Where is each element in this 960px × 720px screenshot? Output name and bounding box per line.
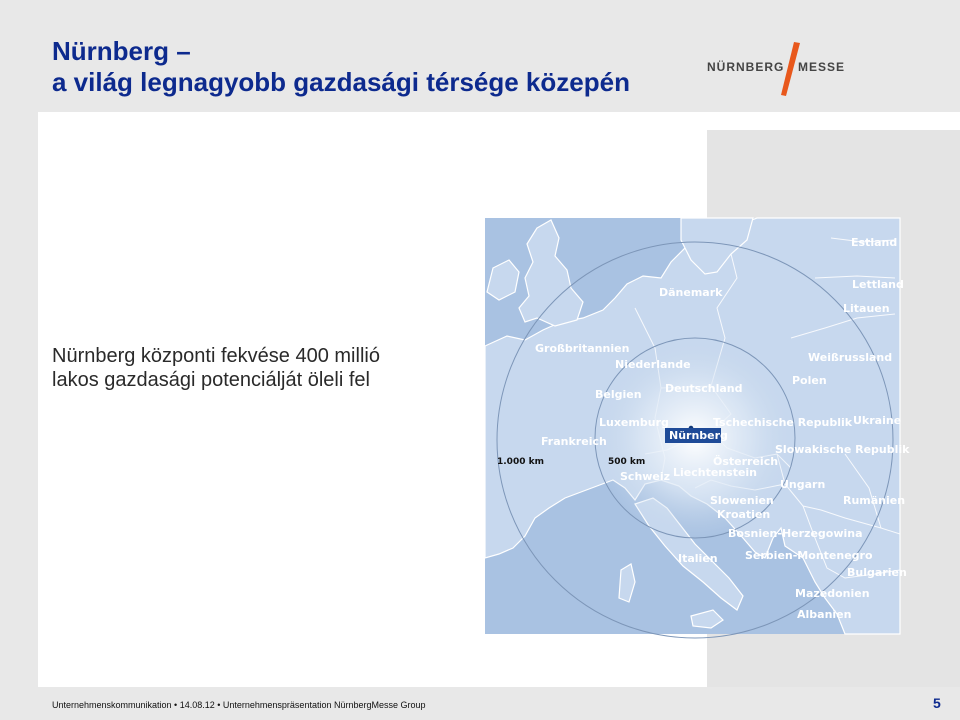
- slide-title: [52, 36, 630, 98]
- map-label-belgien: Belgien: [595, 388, 642, 401]
- map-label-lettland: Lettland: [852, 278, 904, 291]
- footer-text: Unternehmenskommunikation • 14.08.12 • Unternehmenspräsentation NürnbergMesse Group: [52, 700, 426, 710]
- map-label-grossbritannien: Großbritannien: [535, 342, 630, 355]
- map-label-daenemark: Dänemark: [659, 286, 723, 299]
- map-label-niederlande: Niederlande: [615, 358, 691, 371]
- europe-map: [485, 218, 910, 634]
- map-label-frankreich: Frankreich: [541, 435, 607, 448]
- map-label-ungarn: Ungarn: [780, 478, 826, 491]
- map-label-slowakische-republik: Slowakische Republik: [775, 443, 910, 456]
- logo-word-2: MESSE: [798, 60, 846, 74]
- body-line-2: lakos gazdasági potenciálját öleli fel: [52, 369, 370, 391]
- title-line-2: a világ legnagyobb gazdasági térsége közepén: [52, 67, 630, 97]
- page-number: 5: [933, 695, 941, 711]
- map-label-slowenien: Slowenien: [710, 494, 774, 507]
- logo-word-1: NÜRNBERG: [707, 60, 785, 74]
- nuernberg-label: Nürnberg: [669, 429, 728, 442]
- title-line-1: Nürnberg –: [52, 36, 191, 66]
- body-text: [52, 344, 380, 392]
- map-label-deutschland: Deutschland: [665, 382, 743, 395]
- scale-label-1000km: 1.000 km: [497, 457, 544, 467]
- map-label-luxemburg: Luxemburg: [599, 416, 669, 429]
- map-label-italien: Italien: [678, 552, 718, 565]
- map-label-rumaenien: Rumänien: [843, 494, 906, 507]
- map-label-bosnien: Bosnien-Herzegowina: [728, 527, 863, 540]
- left-side-band: [0, 112, 38, 687]
- nuernbergmesse-logo: [700, 40, 850, 98]
- map-label-kroatien: Kroatien: [717, 508, 771, 521]
- map-label-ukraine: Ukraine: [853, 414, 902, 427]
- map-label-mazedonien: Mazedonien: [795, 587, 870, 600]
- map-label-liechtenstein: Liechtenstein: [673, 466, 758, 479]
- map-label-polen: Polen: [792, 374, 827, 387]
- map-label-albanien: Albanien: [797, 608, 852, 621]
- map-label-serbien: Serbien-Montenegro: [745, 549, 873, 562]
- map-label-bulgarien: Bulgarien: [847, 566, 907, 579]
- map-label-tschechische-republik: Tschechische Republik: [713, 416, 853, 429]
- map-label-oesterreich: Österreich: [713, 455, 779, 468]
- body-line-1: Nürnberg központi fekvése 400 millió: [52, 345, 380, 367]
- scale-label-500km: 500 km: [608, 457, 646, 467]
- map-label-estland: Estland: [851, 236, 898, 249]
- map-label-litauen: Litauen: [843, 302, 890, 315]
- map-label-schweiz: Schweiz: [620, 470, 671, 483]
- map-label-weissrussland: Weißrussland: [808, 351, 893, 364]
